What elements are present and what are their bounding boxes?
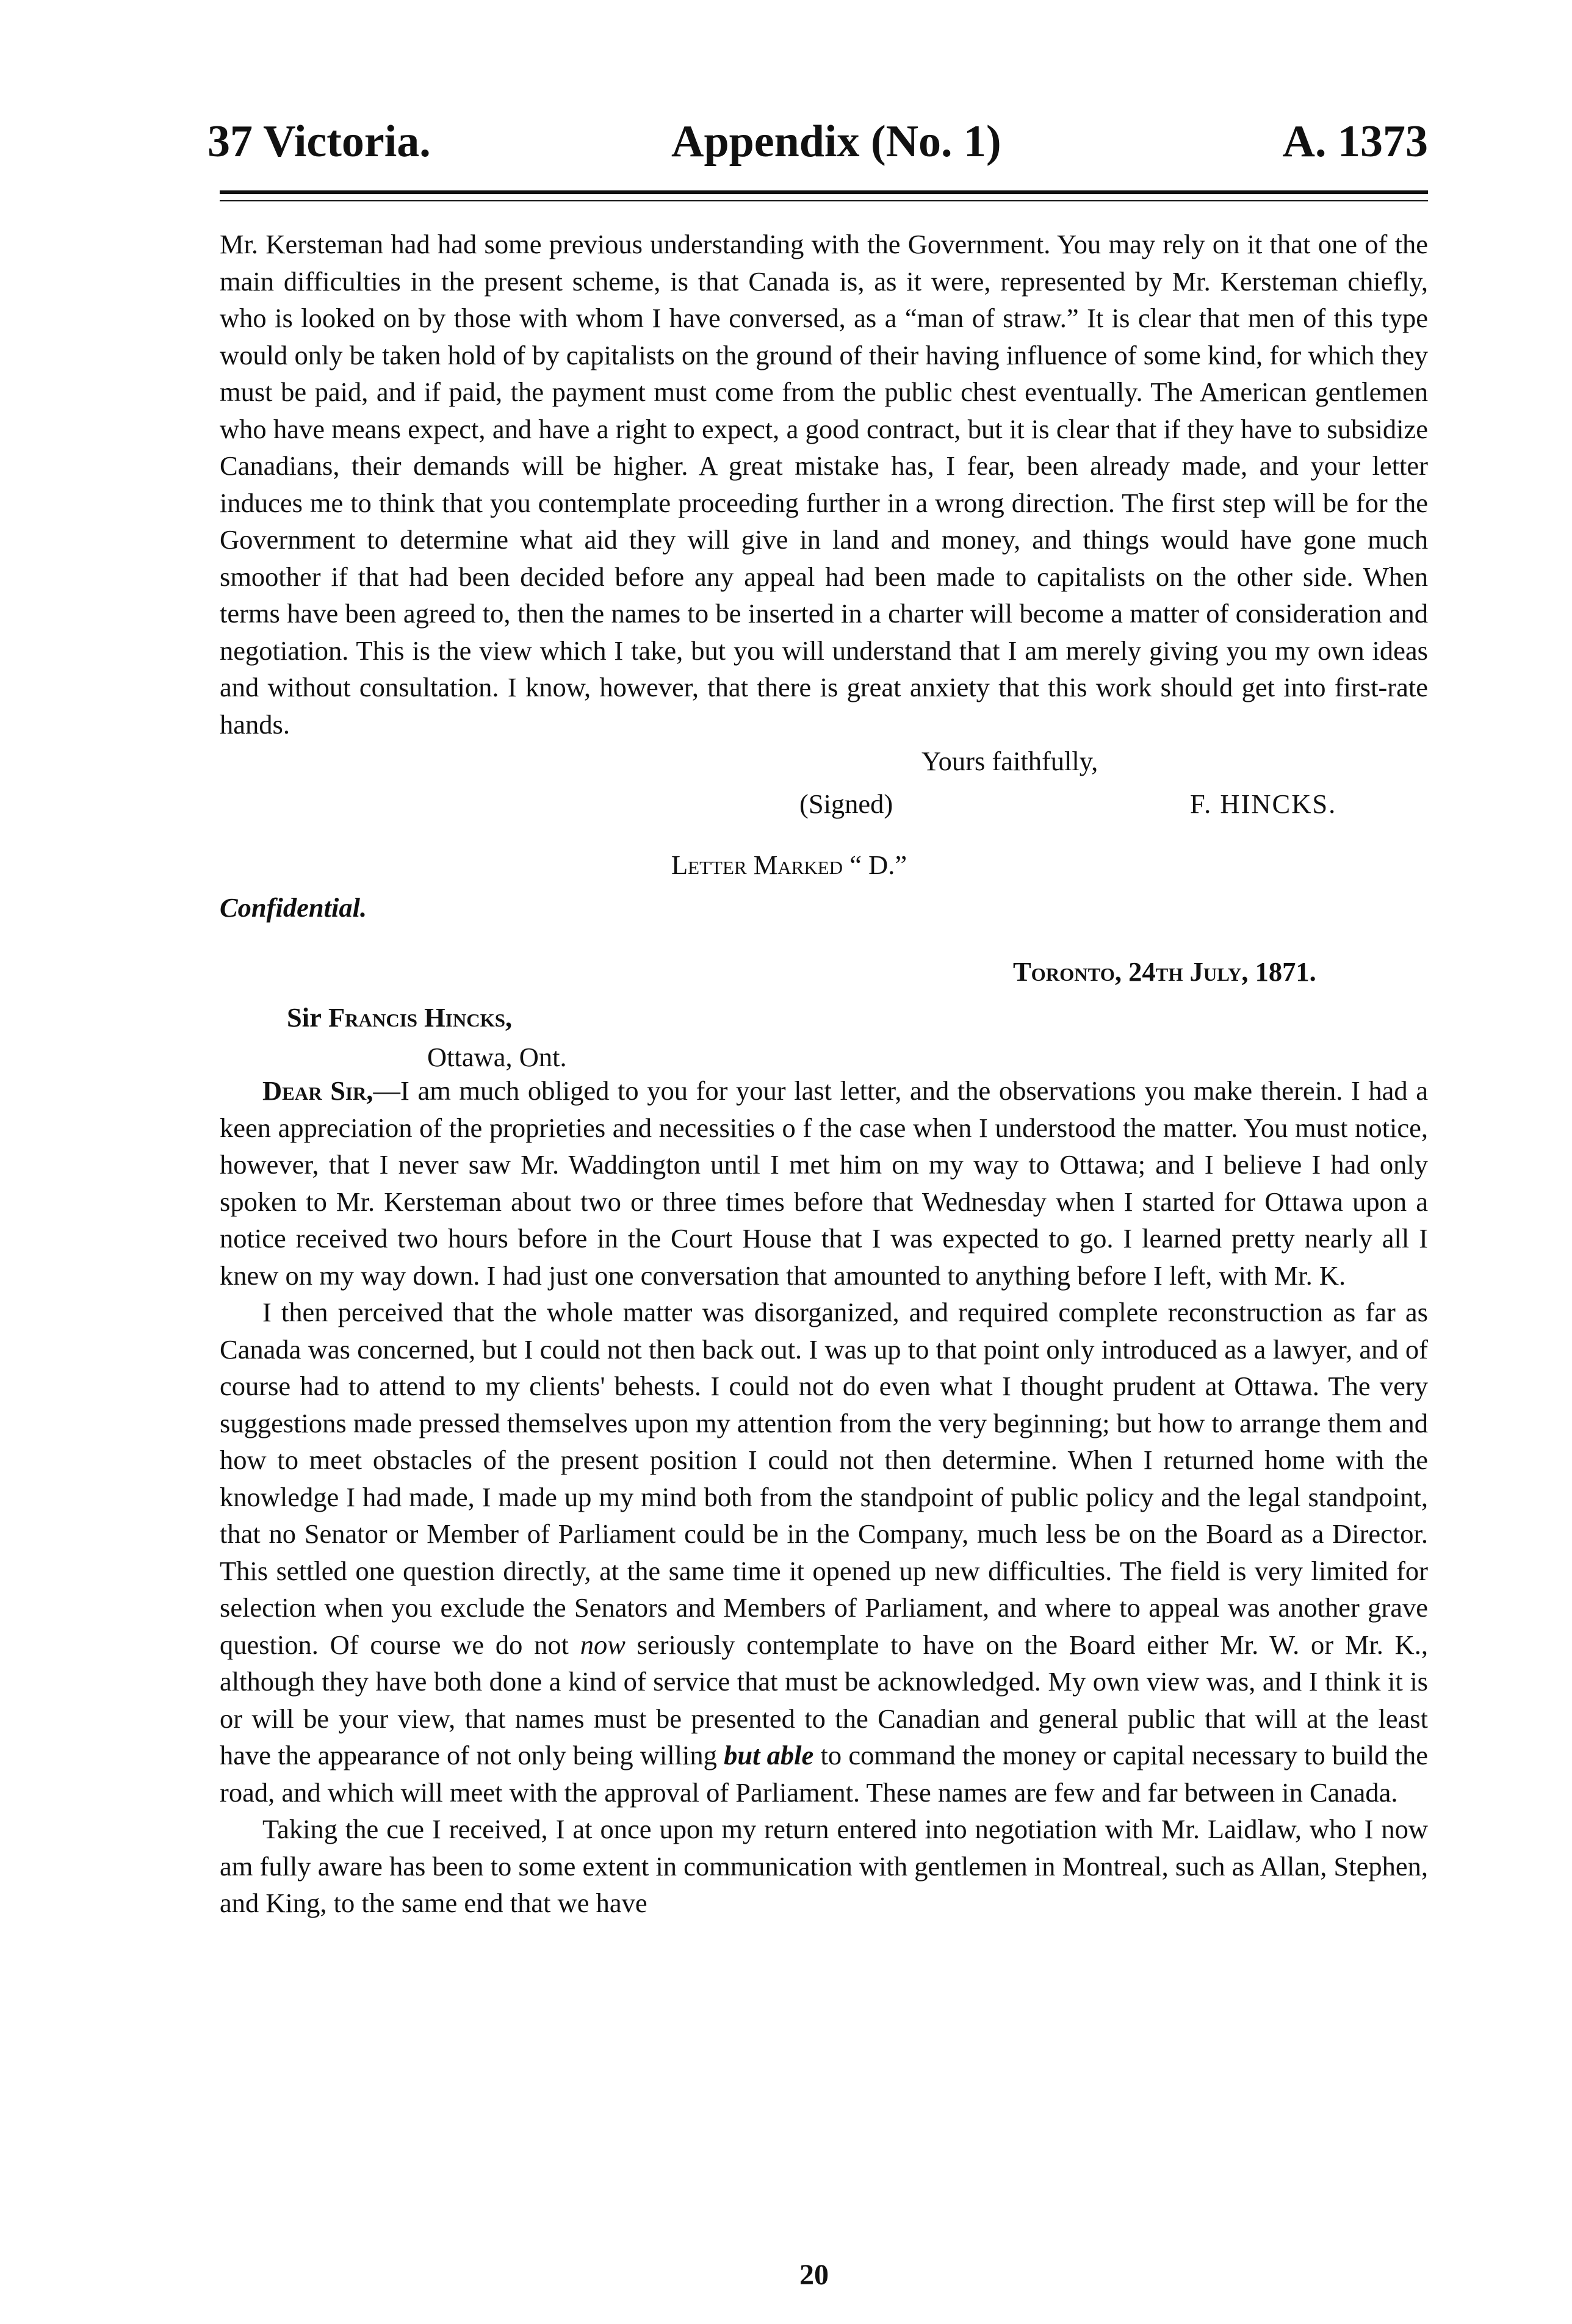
letter-address: Ottawa, Ont.: [427, 1042, 567, 1072]
page-number: 20: [799, 2259, 829, 2291]
emphasis-but-able: but able: [724, 1740, 814, 1770]
body-text: [220, 226, 1428, 1922]
paragraph-reconstruction-end: to command the money or capital necessary to build the road, and which will meet with the approval of Parliament. These names are few and far between in Canada.: [220, 1740, 1429, 1808]
closing-yours-faithfully: Yours faithfully,: [921, 746, 1098, 776]
header-rule-thin: [220, 200, 1428, 201]
paragraph-reconstruction-mid: seriously contemplate to have on the Board either Mr. W. or Mr. K., although they have both done a kind of service that must be acknowledged. My own view was, and I think it is or will be your view, that names must be presented to the Canadian and general public that will at the least have the appearance of not only being willing: [220, 1629, 1429, 1770]
letter-heading: [220, 828, 1428, 1072]
salutation: Dear Sir,: [262, 1075, 373, 1106]
paragraph-dear-sir: [220, 1072, 1428, 1294]
paragraph-kersteman: Mr. Kersteman had had some previous understanding with the Government. You may rely on it that one of the main difficulties in the present scheme, is that Canada is, as it were, represented by Mr. Kersteman chiefly, who is looked on by those with whom I have conversed, as a “man of straw.” It is clear that men of this type would only be taken hold of by capitalists on the ground of their having influence of some kind, for which they must be paid, and if paid, the payment must come from the public chest eventually. The American gentlemen who have means expect, and have a right to expect, a good contract, but it is clear that if they have to subsidize Canadians, their demands will be higher. A great mistake has, I fear, been already made, and your letter induces me to think that you contemplate proceeding further in a wrong direction. The first step will be for the Government to determine what aid they will give in land and money, and things would have gone much smoother if that had been decided before any appeal had been made to capitalists on the other side. When terms have been agreed to, then the names to be inserted in a charter will become a matter of consideration and negotiation. This is the view which I take, but you will understand that I am merely giving you my own ideas and without consultation. I know, however, that there is great anxiety that this work should get into first-rate hands.: [220, 229, 1428, 740]
emphasis-now: now: [580, 1629, 626, 1660]
signature-block: [220, 743, 1428, 828]
letter-addressee: [287, 999, 512, 1036]
running-header: [207, 116, 1428, 183]
header-rule-thick: [220, 190, 1428, 194]
confidential-label: Confidential.: [220, 892, 367, 923]
addressee-prefix: Sir: [287, 1002, 322, 1033]
dateline-text: Toronto, 24th July, 1871.: [1013, 956, 1316, 987]
header-appendix: Appendix (No. 1): [671, 117, 1001, 167]
paragraph-dear-sir-text: —I am much obliged to you for your last letter, and the observations you make therein. I had a keen appreciation of the proprieties and necessities o f the case when I understood the matter. You must notice, however, that I never saw Mr. Waddington until I met him on my way to Ottawa; and I believe I had only spoken to Mr. Kersteman about two or three times before that Wednesday when I started for Ottawa upon a notice received two hours before in the Court House that I was expected to go. I learned pretty nearly all I knew on my way down. I had just one conversation that amounted to anything before I left, with Mr. K.: [220, 1075, 1428, 1291]
letter-title: Letter Marked “ D.”: [671, 850, 907, 880]
paragraph-laidlaw: Taking the cue I received, I at once upon my return entered into negotiation with Mr. Laidlaw, who I now am fully aware has been to some extent in communication with gentlemen in Montreal, such as Allan, Stephen, and King, to the same end that we have: [220, 1814, 1428, 1918]
header-page-ref: A. 1373: [1282, 117, 1428, 167]
letter-dateline: [1013, 953, 1316, 991]
signed-label: (Signed): [799, 789, 893, 819]
header-session: 37 Victoria.: [207, 117, 431, 167]
paragraph-reconstruction: [220, 1294, 1428, 1811]
signature-name: F. HINCKS.: [1190, 789, 1337, 819]
addressee-name: Francis Hincks,: [328, 1002, 513, 1033]
paragraph-reconstruction-start: I then perceived that the whole matter was disorganized, and required complete reconstruction as far as Canada was concerned, but I could not then back out. I was up to that point only introduced as a lawyer, and of course had to attend to my clients' behests. I could not do even what I thought prudent at Ottawa. The very suggestions made pressed themselves upon my attention from the very beginning; but how to arrange them and how to meet obstacles of the present position I could not then determine. When I returned home with the knowledge I had made, I made up my mind both from the standpoint of public policy and the legal standpoint, that no Senator or Member of Parliament could be in the Company, much less be on the Board as a Director. This settled one question directly, at the same time it opened up new difficulties. The field is very limited for selection when you exclude the Senators and Members of Parliament, and where to appeal was another grave question. Of course we do not: [220, 1297, 1428, 1660]
